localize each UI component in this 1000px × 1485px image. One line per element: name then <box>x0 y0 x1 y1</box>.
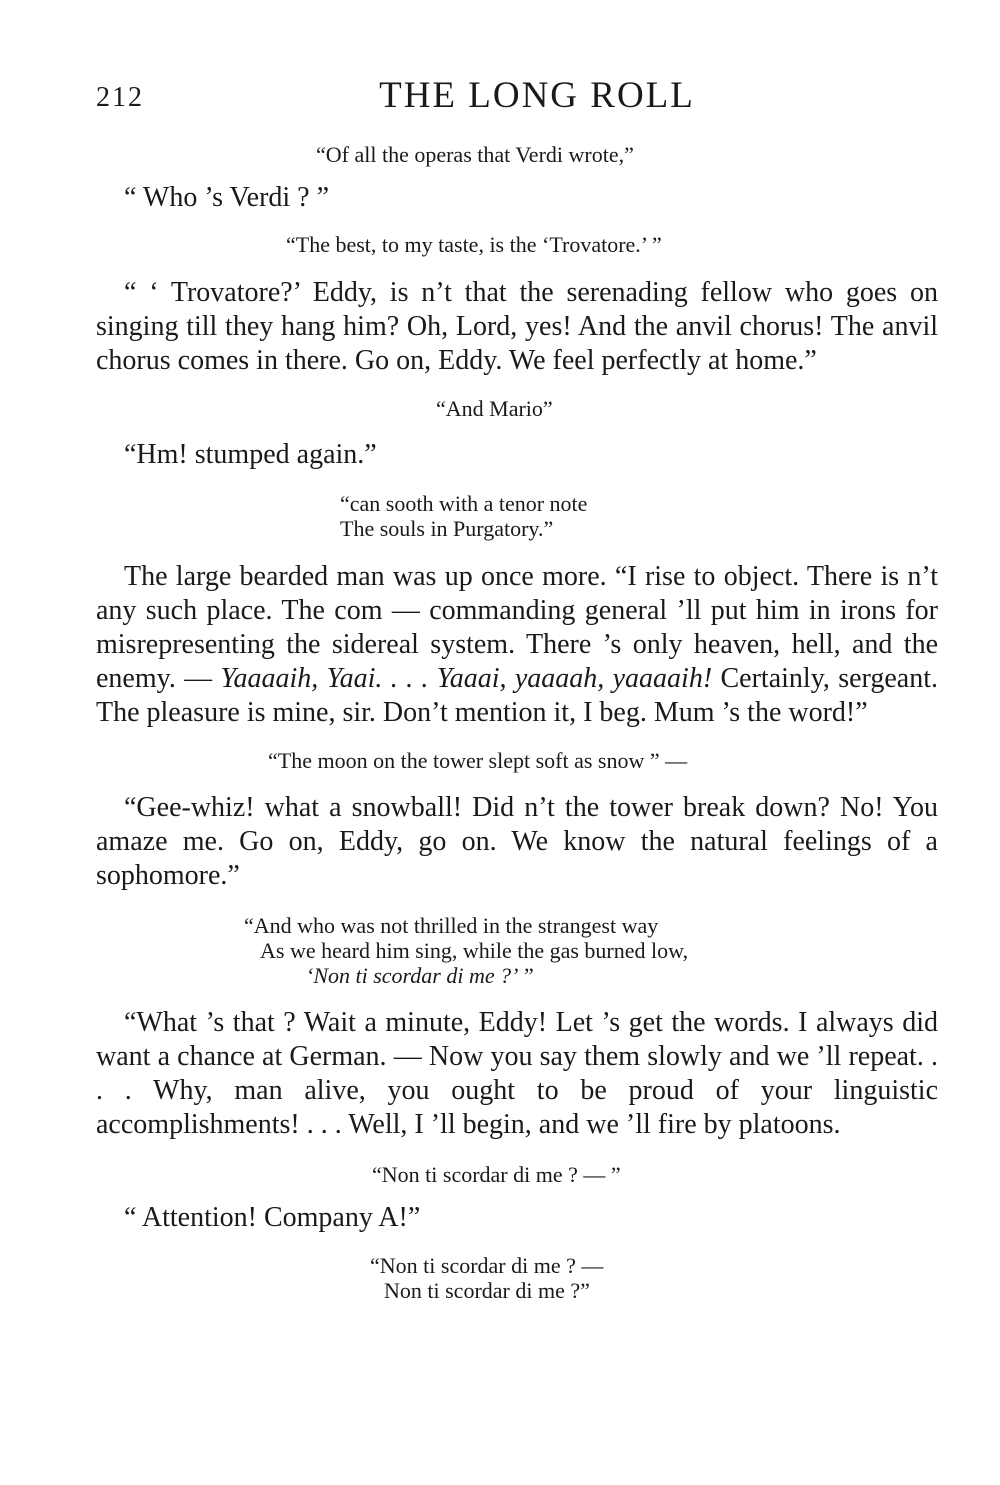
verse-line: “Non ti scordar di me ? — ” <box>372 1162 621 1187</box>
italic-text: Yaaaaih, Yaai. . . . Yaaai, yaaaah, yaaaaih! <box>220 663 713 694</box>
verse-line: Non ti scordar di me ?” <box>384 1278 590 1303</box>
paragraph <box>96 560 938 730</box>
paragraph: “ Attention! Company A!” <box>124 1202 421 1233</box>
paragraph: “What ’s that ? Wait a minute, Eddy! Let ’s get the words. I always did want a chance at German. — Now you say them slowly and we ’ll repeat. . . . Why, man alive, you ought to be proud of your linguistic accomplishments! . . . Well, I ’ll begin, and we ’ll fire by platoons. <box>96 1007 938 1140</box>
verse-stanza <box>96 491 938 541</box>
paragraph: “ ‘ Trovatore?’ Eddy, is n’t that the serenading fellow who goes on singing till they hang him? Oh, Lord, yes! And the anvil chorus! The anvil chorus comes in there. Go on, Eddy. We feel perfectly at home.” <box>96 277 938 376</box>
running-head: THE LONG ROLL <box>379 75 695 116</box>
verse-line: “And Mario” <box>436 396 553 421</box>
page-header <box>96 74 938 118</box>
page-body <box>96 136 938 1303</box>
page-number: 212 <box>96 82 144 113</box>
verse-line <box>244 963 938 988</box>
italic-text: ‘Non ti scordar di me ?’ <box>306 963 519 988</box>
verse-line: The souls in Purgatory.” <box>340 516 554 541</box>
verse-stanza <box>96 1253 938 1303</box>
paragraph: “Gee-whiz! what a snowball! Did n’t the tower break down? No! You amaze me. Go on, Eddy, go on. We know the natural feelings of a sophomore.” <box>96 792 938 891</box>
paragraph: “Hm! stumped again.” <box>124 439 377 470</box>
paragraph-text: The large bearded man was up once more. “I rise to object. There is n’t any such place. The com — commanding general ’ll put him in irons for misrepresenting the sidereal system. There ’s only heaven, hell, and the enemy. — <box>96 561 938 694</box>
verse-line: “And who was not thrilled in the strangest way <box>244 913 659 938</box>
verse-line: “Non ti scordar di me ? — <box>370 1253 604 1278</box>
verse-line: “can sooth with a tenor note <box>340 491 588 516</box>
verse-stanza <box>96 913 938 988</box>
verse-line: “The best, to my taste, is the ‘Trovatore.’ ” <box>286 232 662 257</box>
verse-text: ” <box>518 963 534 988</box>
verse-line: “Of all the operas that Verdi wrote,” <box>316 142 634 167</box>
verse-line: “The moon on the tower slept soft as snow ” — <box>268 748 688 773</box>
paragraph: “ Who ’s Verdi ? ” <box>124 182 330 213</box>
verse-line: As we heard him sing, while the gas burned low, <box>260 938 689 963</box>
paragraph-text: Certainly, sergeant. The pleasure is mine, sir. Don’t mention it, I beg. Mum ’s the word!” <box>96 663 938 728</box>
